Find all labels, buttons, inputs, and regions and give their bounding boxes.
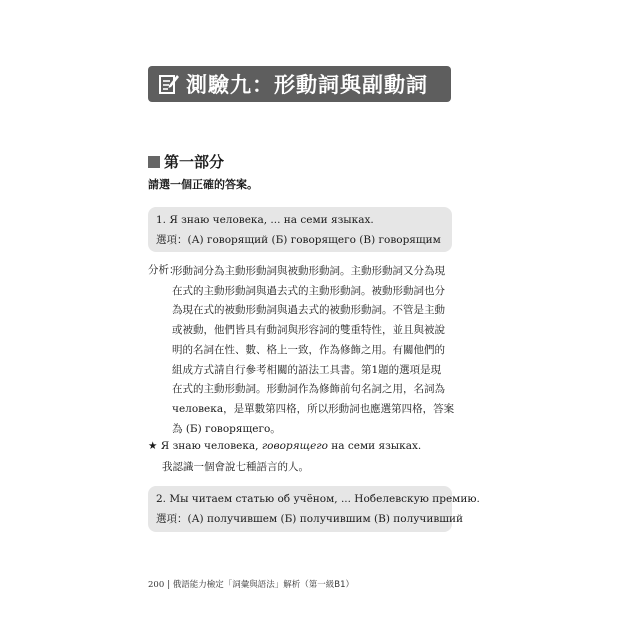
example-after: на семи языках. — [327, 440, 422, 452]
analysis-body — [172, 262, 454, 439]
star-icon: ★ — [148, 440, 158, 452]
page-number: 200 — [148, 580, 165, 590]
question-2-options: 選項：(А) получившем (Б) получившим (В) получивший — [156, 513, 464, 525]
example-before: Я знаю человека, — [160, 440, 262, 452]
chapter-title: 測驗九：形動詞與副動詞 — [186, 73, 428, 97]
analysis-line: 明的名詞在性、數、格上一致，作為修飾之用。有關他們的 — [172, 343, 445, 356]
question-2-box — [148, 486, 480, 532]
example-answer: говорящего — [261, 440, 328, 452]
example-sentence — [148, 440, 421, 452]
section-title: 第一部分 — [164, 153, 225, 171]
question-1-options: 選項：(А) говорящий (Б) говорящего (В) говорящим — [156, 234, 441, 246]
pencil-note-icon — [158, 73, 180, 95]
footer-text: | 俄語能力檢定「詞彙與語法」解析（第一級B1） — [167, 580, 355, 590]
section-marker-square — [148, 156, 160, 168]
question-1-text: 1. Я знаю человека, ... на семи языках. — [156, 214, 374, 226]
chapter-title-banner — [148, 66, 451, 102]
section-instruction: 請選一個正確的答案。 — [148, 178, 258, 191]
question-1-box — [148, 207, 452, 252]
analysis-line: 為 (Б) говорящего。 — [172, 422, 281, 435]
analysis-line: 組成方式請自行參考相關的語法工具書。第1題的選項是現 — [172, 363, 442, 376]
analysis-line: 形動詞分為主動形動詞與被動形動詞。主動形動詞又分為現 — [172, 265, 445, 277]
analysis-label: 分析： — [148, 264, 180, 276]
example-translation: 我認識一個會說七種語言的人。 — [162, 461, 309, 473]
analysis-line: 或被動，他們皆具有動詞與形容詞的雙重特性，並且與被說 — [172, 324, 445, 337]
question-2-text: 2. Мы читаем статью об учёном, ... Нобелевскую премию. — [156, 493, 480, 505]
analysis-line: 為現在式的被動形動詞與過去式的被動形動詞。不管是主動 — [172, 304, 445, 317]
analysis-line: 在式的主動形動詞。形動詞作為修飾前句名詞之用，名詞為 — [172, 383, 445, 396]
page-footer — [148, 578, 354, 590]
analysis-line: 在式的主動形動詞與過去式的主動形動詞。被動形動詞也分 — [172, 284, 445, 297]
analysis-line: человека，是單數第四格，所以形動詞也應選第四格，答案 — [172, 402, 455, 415]
